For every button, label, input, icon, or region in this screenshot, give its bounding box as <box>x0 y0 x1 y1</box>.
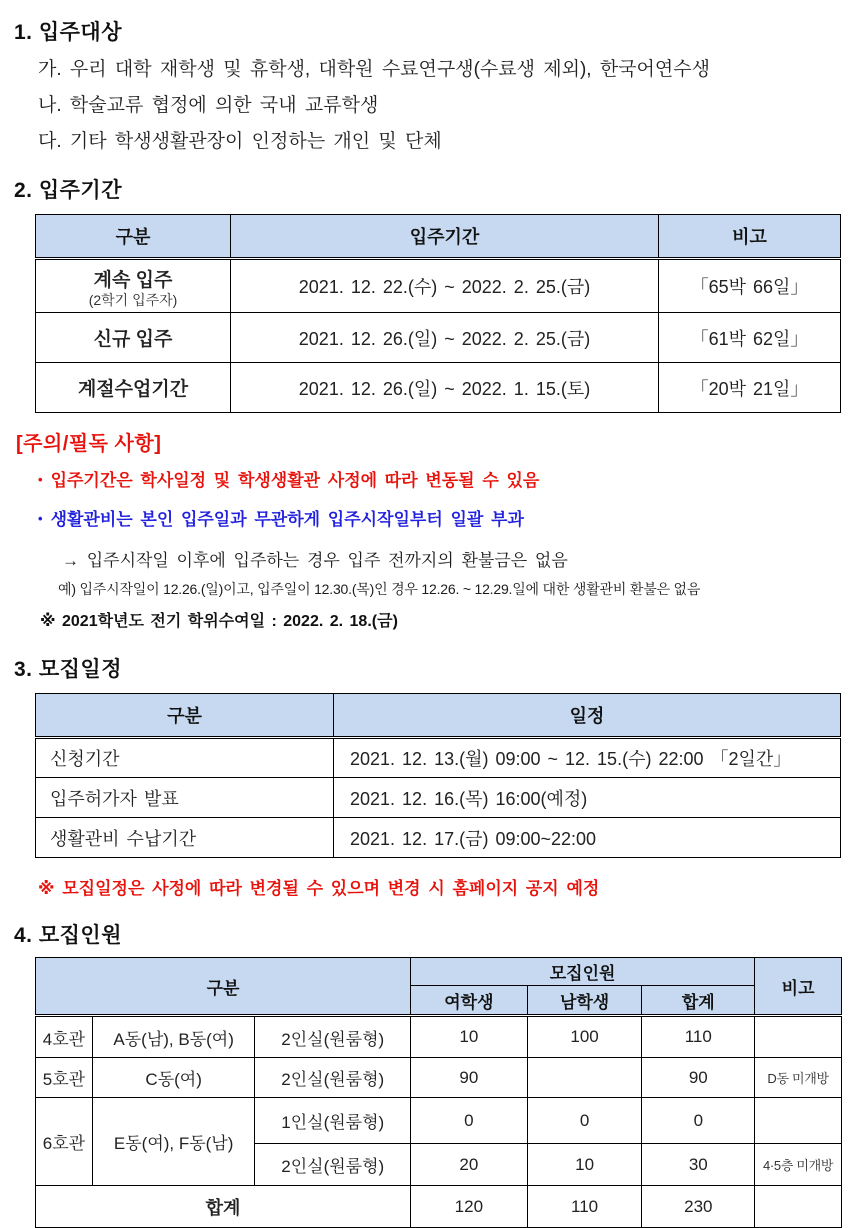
table-row <box>36 1016 842 1058</box>
column-header-male: 남학생 <box>527 986 642 1016</box>
schedule-cell: 2021. 12. 16.(목) 16:00(예정) <box>334 778 841 818</box>
male-count-cell <box>527 1058 642 1098</box>
graduation-date-note: ※ 2021학년도 전기 학위수여일 : 2022. 2. 18.(금) <box>40 613 398 630</box>
column-header-bigo: 비고 <box>755 958 842 1016</box>
schedule-change-note: ※ 모집일정은 사정에 따라 변경될 수 있으며 변경 시 홈페이지 공지 예정 <box>38 879 600 898</box>
list-item: 다. 기타 학생생활관장이 인정하는 개인 및 단체 <box>38 131 442 152</box>
recruitment-capacity-table <box>35 957 842 1228</box>
notice-bullet-2 <box>38 507 842 532</box>
warning-notice-block <box>16 427 842 631</box>
table-row <box>36 259 841 313</box>
list-item: 가. 우리 대학 재학생 및 휴학생, 대학원 수료연구생(수료생 제외), 한국어연수생 <box>38 59 710 80</box>
admission-target-list <box>38 52 842 160</box>
refund-example-note: 예) 입주시작일이 12.26.(일)이고, 입주일이 12.30.(목)인 경우 12.26. ~ 12.29.일에 대한 생활관비 환불은 없음 <box>58 581 701 597</box>
bullet-icon: • <box>38 472 43 487</box>
row-label-cell: 신규 입주 <box>36 313 231 363</box>
female-total-cell: 120 <box>411 1186 528 1228</box>
table-header-row <box>36 958 842 986</box>
female-count-cell: 90 <box>411 1058 528 1098</box>
remark-cell: 4·5층 미개방 <box>755 1144 842 1186</box>
row-label-cell: 신청기간 <box>36 738 334 778</box>
room-type-cell: 2인실(원룸형) <box>255 1058 411 1098</box>
remark-cell: D동 미개방 <box>755 1058 842 1098</box>
section1-title: 1. 입주대상 <box>14 21 122 44</box>
table-row <box>36 313 841 363</box>
table-row <box>36 1098 842 1144</box>
room-type-cell: 1인실(원룸형) <box>255 1098 411 1144</box>
period-cell: 2021. 12. 22.(수) ~ 2022. 2. 25.(금) <box>231 259 659 313</box>
row-label-cell <box>36 259 231 313</box>
total-count-cell: 90 <box>642 1058 755 1098</box>
column-header-gubun: 구분 <box>36 958 411 1016</box>
schedule-cell: 2021. 12. 13.(월) 09:00 ~ 12. 15.(수) 22:00 「2일간」 <box>334 738 841 778</box>
notice-bullet-2-text: 생활관비는 본인 입주일과 무관하게 입주시작일부터 일괄 부과 <box>50 510 524 529</box>
remark-cell <box>755 1016 842 1058</box>
total-count-cell: 110 <box>642 1016 755 1058</box>
remark-cell <box>755 1098 842 1144</box>
column-header-mojip: 모집인원 <box>411 958 755 986</box>
table-row <box>36 363 841 413</box>
note-cell: 「61박 62일」 <box>659 313 841 363</box>
room-type-cell: 2인실(원룸형) <box>255 1016 411 1058</box>
notice-heading: [주의/필독 사항] <box>16 433 162 455</box>
female-count-cell: 20 <box>411 1144 528 1186</box>
total-label-cell: 합계 <box>36 1186 411 1228</box>
building-cell: 6호관 <box>36 1098 93 1186</box>
notice-bullet-1-text: 입주기간은 학사일정 및 학생생활관 사정에 따라 변동될 수 있음 <box>50 471 540 490</box>
column-header: 일정 <box>334 694 841 738</box>
grand-total-cell: 230 <box>642 1186 755 1228</box>
column-header-female: 여학생 <box>411 986 528 1016</box>
notice-bullet-1 <box>38 468 842 493</box>
building-cell: 4호관 <box>36 1016 93 1058</box>
female-count-cell: 0 <box>411 1098 528 1144</box>
total-count-cell: 30 <box>642 1144 755 1186</box>
section2-title: 2. 입주기간 <box>14 179 122 202</box>
period-cell: 2021. 12. 26.(일) ~ 2022. 1. 15.(토) <box>231 363 659 413</box>
table-row <box>36 738 841 778</box>
move-in-period-table <box>35 214 841 413</box>
section4-title: 4. 모집인원 <box>14 924 122 947</box>
total-count-cell: 0 <box>642 1098 755 1144</box>
table-row <box>36 818 841 858</box>
row-label: 계속 입주 <box>93 269 173 291</box>
list-item: 나. 학술교류 협정에 의한 국내 교류학생 <box>38 95 379 116</box>
table-row <box>36 778 841 818</box>
refund-arrow-note: → 입주시작일 이후에 입주하는 경우 입주 전까지의 환불금은 없음 <box>62 551 568 570</box>
row-label-cell: 계절수업기간 <box>36 363 231 413</box>
section3-title: 3. 모집일정 <box>14 658 122 681</box>
note-cell: 「20박 21일」 <box>659 363 841 413</box>
male-count-cell: 100 <box>527 1016 642 1058</box>
table-header-row <box>36 215 841 259</box>
room-type-cell: 2인실(원룸형) <box>255 1144 411 1186</box>
column-header: 비고 <box>659 215 841 259</box>
male-count-cell: 10 <box>527 1144 642 1186</box>
remark-cell <box>755 1186 842 1228</box>
building-cell: 5호관 <box>36 1058 93 1098</box>
period-cell: 2021. 12. 26.(일) ~ 2022. 2. 25.(금) <box>231 313 659 363</box>
table-header-row <box>36 694 841 738</box>
column-header: 구분 <box>36 694 334 738</box>
male-count-cell: 0 <box>527 1098 642 1144</box>
recruitment-schedule-table <box>35 693 841 858</box>
column-header: 구분 <box>36 215 231 259</box>
table-total-row <box>36 1186 842 1228</box>
row-label-cell: 입주허가자 발표 <box>36 778 334 818</box>
dong-cell: E동(여), F동(남) <box>92 1098 255 1186</box>
schedule-cell: 2021. 12. 17.(금) 09:00~22:00 <box>334 818 841 858</box>
row-label-cell: 생활관비 수납기간 <box>36 818 334 858</box>
note-cell: 「65박 66일」 <box>659 259 841 313</box>
dong-cell: C동(여) <box>92 1058 255 1098</box>
male-total-cell: 110 <box>527 1186 642 1228</box>
bullet-icon: • <box>38 511 43 526</box>
female-count-cell: 10 <box>411 1016 528 1058</box>
column-header: 입주기간 <box>231 215 659 259</box>
column-header-total: 합계 <box>642 986 755 1016</box>
row-sublabel: (2학기 입주자) <box>88 291 178 308</box>
table-row <box>36 1058 842 1098</box>
dong-cell: A동(남), B동(여) <box>92 1016 255 1058</box>
